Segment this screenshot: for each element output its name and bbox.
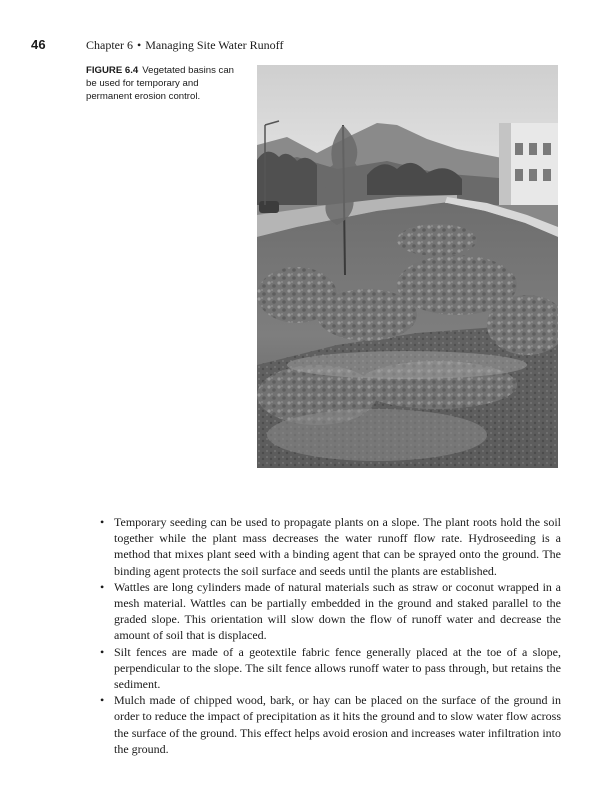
list-item bbox=[100, 514, 561, 579]
building-shadow bbox=[499, 123, 511, 205]
bullet-marker: • bbox=[100, 515, 105, 529]
shrub bbox=[267, 409, 487, 461]
figure-caption-text: Vegetated basins can be used for temporary and permanent erosion control. bbox=[86, 65, 234, 102]
header-separator: • bbox=[137, 38, 142, 52]
list-item-text: Mulch made of chipped wood, bark, or hay can be placed on the surface of the ground in order to reduce the impact of precipitation as it hits the ground and to slow water flow across the surface of the ground. This effect helps avoid erosion and increases water infiltration into the ground. bbox=[114, 693, 561, 756]
list-item-text: Wattles are long cylinders made of natural materials such as straw or coconut wrapped in a mesh material. Wattles can be partially embedded in the ground and staked parallel to the graded slope. This orientation will slow down the flow of runoff water and decrease the amount of soil that is displaced. bbox=[114, 579, 561, 643]
bullet-marker: • bbox=[100, 644, 105, 659]
chapter-number: Chapter 6 bbox=[86, 38, 133, 52]
bullet-marker: • bbox=[100, 693, 105, 708]
shrub bbox=[397, 224, 477, 256]
tree-line bbox=[257, 152, 317, 205]
car bbox=[259, 201, 279, 213]
figure-label: FIGURE 6.4 bbox=[86, 65, 139, 76]
running-head bbox=[86, 38, 283, 53]
figure-photo bbox=[257, 65, 558, 468]
list-item bbox=[100, 692, 561, 757]
list-item bbox=[100, 579, 561, 644]
bullet-marker: • bbox=[100, 579, 105, 594]
figure-caption bbox=[86, 64, 246, 103]
erosion-control-list bbox=[100, 514, 561, 757]
light-groundcover bbox=[287, 351, 527, 379]
list-item-text: Silt fences are made of a geotextile fabric fence generally placed at the toe of a slope, perpendicular to the slope. The silt fence allows runoff water to pass through, but retains the sediment. bbox=[114, 644, 561, 692]
vegetated-basin-photo bbox=[257, 65, 558, 468]
chapter-title: Managing Site Water Runoff bbox=[145, 38, 284, 52]
list-item bbox=[100, 644, 561, 693]
list-item-text: Temporary seeding can be used to propagate plants on a slope. The plant roots hold the soil together while the plant mass decreases the water runoff flow rate. Hydroseeding is a method that mixes plant seed with a binding agent that can be sprayed onto the ground. The binding agent protects the soil surface and seeds until the plants are established. bbox=[114, 515, 561, 578]
page-number: 46 bbox=[31, 37, 46, 52]
